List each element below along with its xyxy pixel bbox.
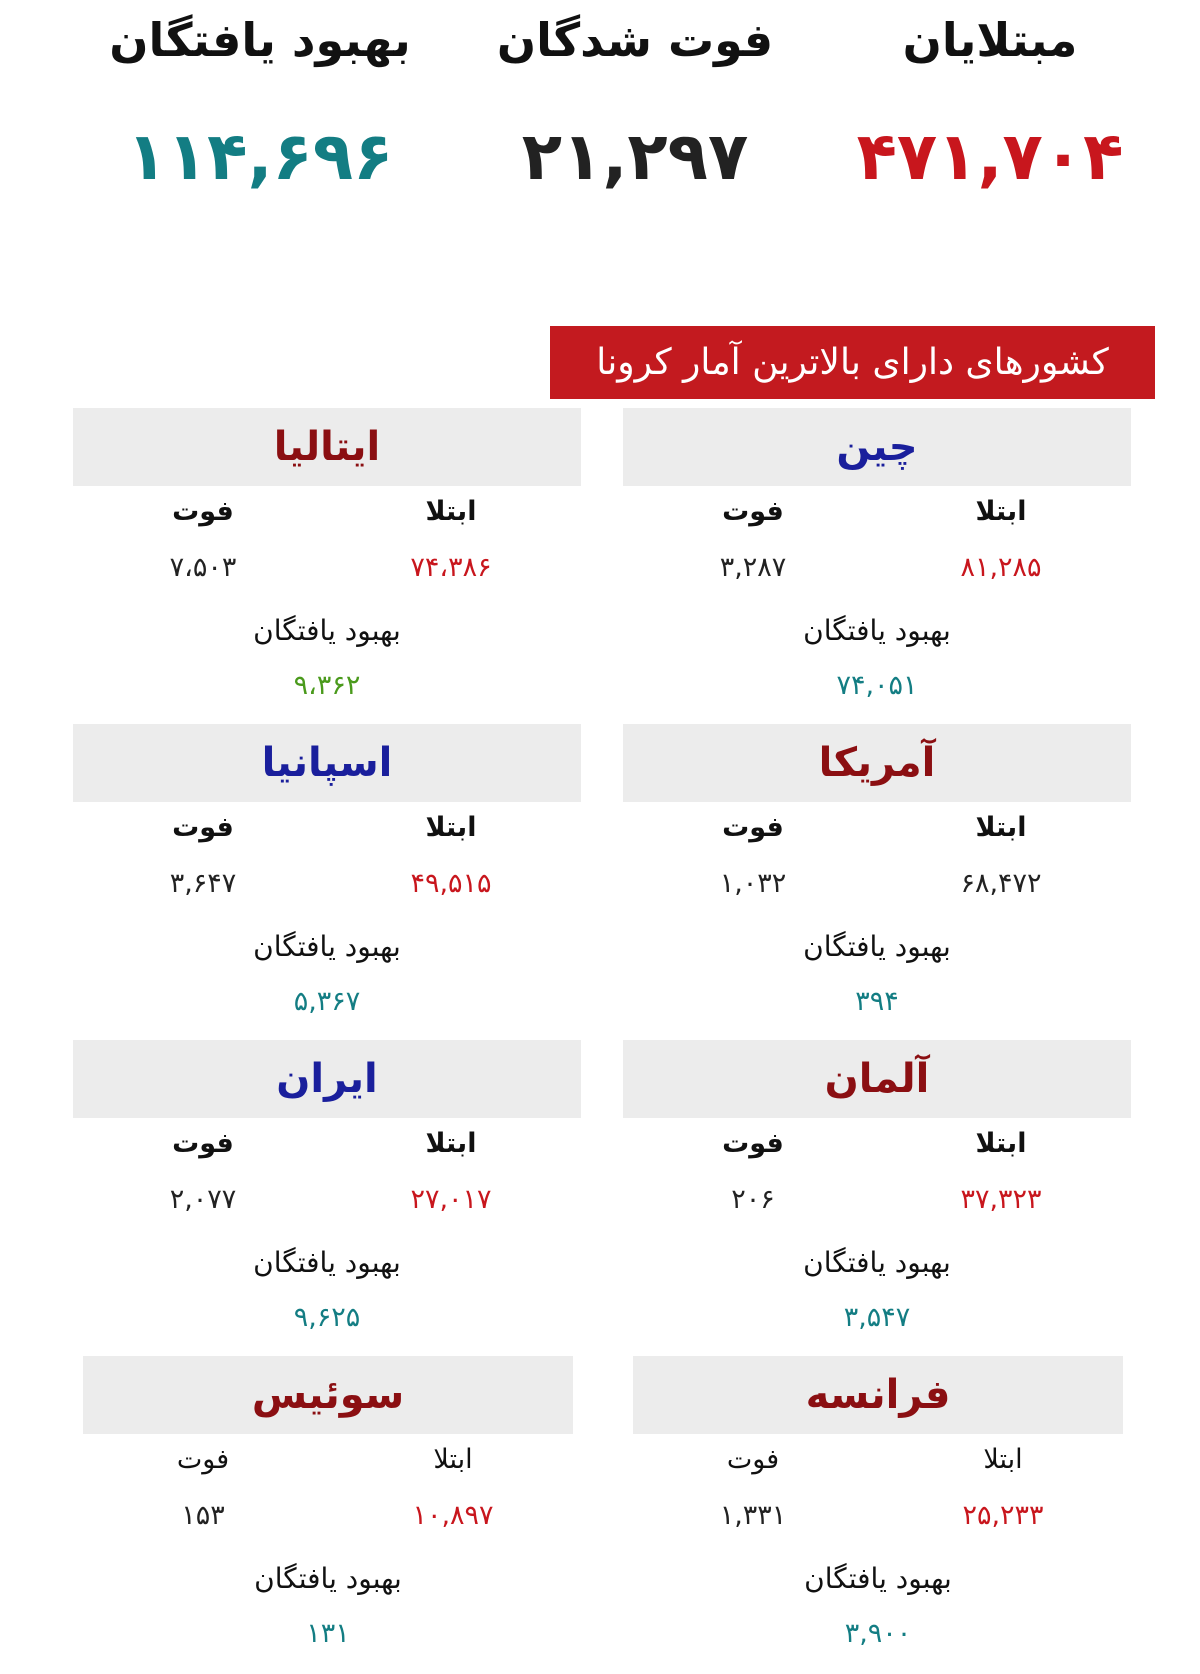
infected-value: ۶۸,۴۷۲ [960, 868, 1042, 899]
recovered-label: بهبود یافتگان [253, 614, 401, 647]
infected-label: ابتلا [425, 812, 477, 843]
recovered-value: ۹,۶۲۵ [293, 1302, 361, 1333]
death-value: ۳,۶۴۷ [169, 868, 237, 899]
recovered-label: بهبود یافتگان [109, 13, 411, 67]
cases-label: مبتلایان [902, 13, 1078, 67]
recovered-value: ۱۱۴,۶۹۶ [126, 118, 394, 195]
death-value: ۳,۲۸۷ [719, 552, 787, 583]
country-name: چین [623, 408, 1131, 486]
recovered-value: ۳,۵۴۷ [843, 1302, 911, 1333]
recovered-label: بهبود یافتگان [804, 1562, 952, 1595]
recovered-value: ۷۴,۰۵۱ [836, 670, 918, 701]
cases-value: ۴۷۱,۷۰۴ [856, 118, 1124, 195]
country-name: آلمان [623, 1040, 1131, 1118]
infected-value: ۴۹,۵۱۵ [410, 868, 492, 899]
death-value: ۲,۰۷۷ [169, 1184, 237, 1215]
infected-label: ابتلا [425, 1128, 477, 1159]
country-card-switzerland [83, 1356, 573, 1674]
country-card-germany [623, 1040, 1131, 1358]
death-label: فوت [722, 1128, 784, 1159]
country-card-iran [73, 1040, 581, 1358]
deaths-value: ۲۱,۲۹۷ [521, 118, 749, 195]
recovered-value: ۱۳۱ [306, 1618, 350, 1649]
country-card-usa [623, 724, 1131, 1042]
death-value: ۲۰۶ [731, 1184, 775, 1215]
recovered-value: ۹،۳۶۲ [293, 670, 361, 701]
death-value: ۱۵۳ [181, 1500, 225, 1531]
country-name: فرانسه [633, 1356, 1123, 1434]
infected-value: ۷۴،۳۸۶ [410, 552, 492, 583]
infected-value: ۲۷,۰۱۷ [410, 1184, 492, 1215]
country-card-france [633, 1356, 1123, 1674]
death-label: فوت [172, 812, 234, 843]
country-name: سوئیس [83, 1356, 573, 1434]
infected-value: ۲۵,۲۳۳ [962, 1500, 1044, 1531]
country-name: آمریکا [623, 724, 1131, 802]
recovered-value: ۳۹۴ [855, 986, 899, 1017]
infected-label: ابتلا [975, 1128, 1027, 1159]
recovered-label: بهبود یافتگان [803, 930, 951, 963]
country-name: ایران [73, 1040, 581, 1118]
death-label: فوت [172, 496, 234, 527]
infected-value: ۱۰,۸۹۷ [412, 1500, 494, 1531]
deaths-stat [455, 10, 815, 202]
recovered-value: ۵,۳۶۷ [293, 986, 361, 1017]
infected-label: ابتلا [433, 1444, 473, 1475]
recovered-stat [80, 10, 440, 202]
death-value: ۱,۳۳۱ [719, 1500, 787, 1531]
death-label: فوت [172, 1128, 234, 1159]
infected-label: ابتلا [975, 812, 1027, 843]
recovered-label: بهبود یافتگان [253, 930, 401, 963]
section-title: کشورهای دارای بالاترین آمار کرونا [550, 326, 1155, 399]
infected-value: ۸۱,۲۸۵ [960, 552, 1042, 583]
country-name: اسپانیا [73, 724, 581, 802]
death-label: فوت [176, 1444, 230, 1475]
country-card-spain [73, 724, 581, 1042]
death-value: ۷،۵۰۳ [169, 552, 237, 583]
death-label: فوت [726, 1444, 780, 1475]
cases-stat [810, 10, 1170, 202]
recovered-label: بهبود یافتگان [803, 1246, 951, 1279]
death-label: فوت [722, 496, 784, 527]
death-label: فوت [722, 812, 784, 843]
country-card-china [623, 408, 1131, 726]
country-card-italy [73, 408, 581, 726]
infected-label: ابتلا [425, 496, 477, 527]
infected-label: ابتلا [975, 496, 1027, 527]
recovered-label: بهبود یافتگان [803, 614, 951, 647]
country-name: ایتالیا [73, 408, 581, 486]
infected-value: ۳۷,۳۲۳ [960, 1184, 1042, 1215]
recovered-label: بهبود یافتگان [254, 1562, 402, 1595]
recovered-label: بهبود یافتگان [253, 1246, 401, 1279]
death-value: ۱,۰۳۲ [719, 868, 787, 899]
deaths-label: فوت شدگان [496, 13, 774, 67]
recovered-value: ۳,۹۰۰ [844, 1618, 912, 1649]
infected-label: ابتلا [983, 1444, 1023, 1475]
summary-stats [0, 0, 1200, 220]
